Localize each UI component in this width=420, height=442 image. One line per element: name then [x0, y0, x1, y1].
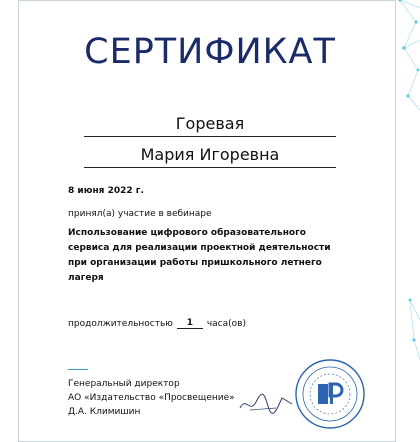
- signatory-position: Генеральный директор: [68, 379, 180, 389]
- name-underline: [84, 167, 336, 168]
- signatory-block: [68, 377, 235, 419]
- recipient-name: Мария Игоревна: [140, 145, 280, 164]
- accent-line: [68, 369, 88, 370]
- signatory-company: АО «Издательство «Просвещение»: [68, 393, 235, 403]
- signature-icon: [236, 388, 296, 416]
- duration-label: продолжительностью: [68, 319, 173, 329]
- surname-underline: [84, 136, 336, 137]
- signatory-name: Д.А. Климишин: [68, 407, 141, 417]
- stamp-icon: [292, 356, 368, 432]
- recipient-surname: Горевая: [175, 114, 245, 133]
- duration-value: 1: [177, 318, 203, 329]
- certificate-title: СЕРТИФИКАТ: [84, 32, 336, 72]
- participation-text: принял(а) участие в вебинаре: [68, 209, 212, 219]
- duration-row: [68, 318, 246, 329]
- certificate-date: 8 июня 2022 г.: [68, 186, 144, 196]
- webinar-title: Использование цифрового образовательного сервиса для реализации проектной деятельности при организации работы пришкольного летнего лагеря: [68, 228, 331, 283]
- duration-unit: часа(ов): [206, 319, 246, 329]
